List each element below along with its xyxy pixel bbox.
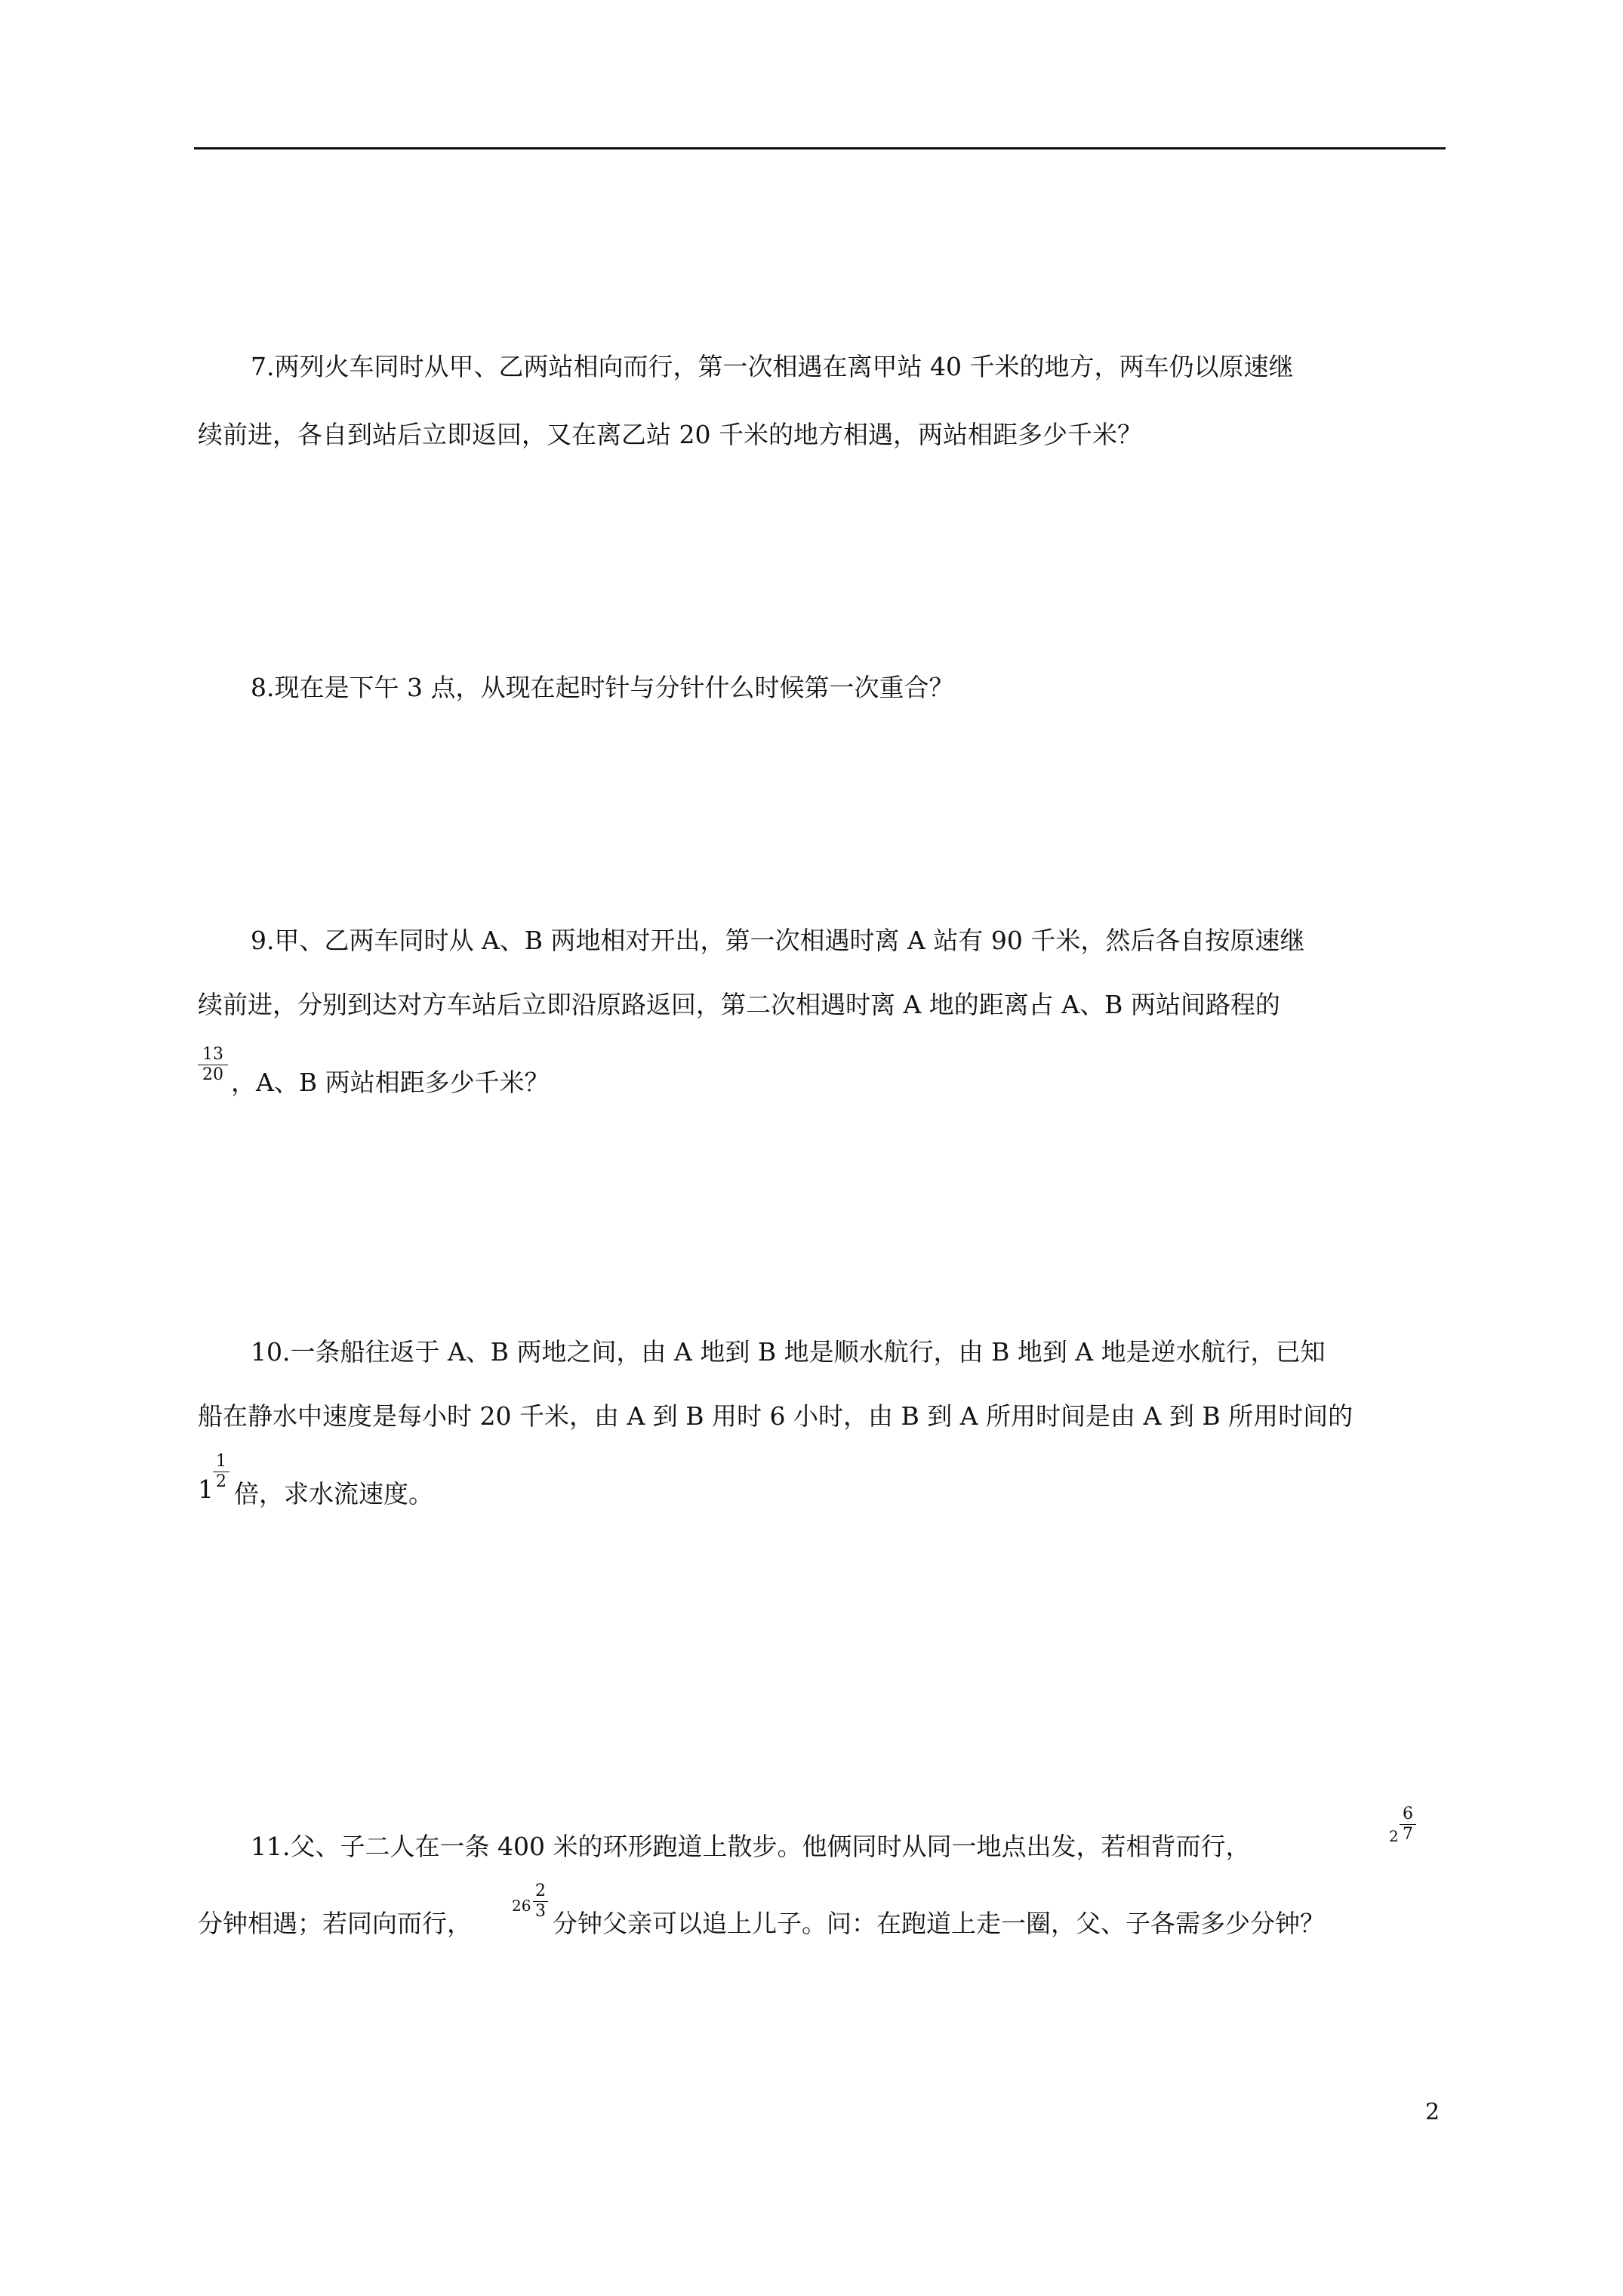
fraction-6-7 <box>1400 1806 1416 1843</box>
mixed-number-whole: 2 <box>1389 1827 1399 1845</box>
fraction-2-3 <box>533 1883 548 1920</box>
problem-11-line-2b: 分钟父亲可以追上儿子。问：在跑道上走一圈，父、子各需多少分钟？ <box>553 1909 1325 1938</box>
fraction-denominator: 3 <box>535 1902 546 1921</box>
problem-9-line-1: 9.甲、乙两车同时从 A、B 两地相对开出，第一次相遇时离 A 站有 90 千米，然后各自按原速继 <box>251 926 1305 955</box>
fraction-denominator: 2 <box>216 1472 226 1491</box>
problem-10-line-2: 船在静水中速度是每小时 20 千米，由 A 到 B 用时 6 小时，由 B 到 A 所用时间是由 A 到 B 所用时间的 <box>198 1401 1354 1431</box>
problem-10-line-3: 倍，求水流速度。 <box>234 1479 433 1509</box>
header-rule <box>194 147 1446 149</box>
fraction-numerator: 2 <box>535 1881 546 1900</box>
fraction-denominator: 7 <box>1403 1825 1413 1844</box>
problem-10-line-1: 10.一条船往返于 A、B 两地之间，由 A 地到 B 地是顺水航行，由 B 地到 A 地是逆水航行，已知 <box>251 1337 1326 1367</box>
mixed-number-whole: 26 <box>512 1897 531 1915</box>
fraction-numerator: 6 <box>1403 1804 1413 1823</box>
fraction-numerator: 1 <box>216 1452 226 1471</box>
problem-9-line-2: 续前进，分别到达对方车站后立即沿原路返回，第二次相遇时离 A 地的距离占 A、B 两站间路程的 <box>198 990 1280 1019</box>
problem-7-line-2: 续前进，各自到站后立即返回，又在离乙站 20 千米的地方相遇，两站相距多少千米？ <box>198 420 1142 449</box>
problem-9-line-3: ，A、B 两站相距多少千米？ <box>231 1068 550 1097</box>
problem-11-line-2a: 分钟相遇；若同向而行， <box>198 1909 472 1938</box>
fraction-denominator: 20 <box>202 1065 223 1084</box>
fraction-numerator: 13 <box>202 1045 223 1064</box>
problem-11-line-1: 11.父、子二人在一条 400 米的环形跑道上散步。他俩同时从同一地点出发，若相背而行， <box>251 1832 1251 1861</box>
fraction-13-20 <box>198 1046 228 1083</box>
problem-7-line-1: 7.两列火车同时从甲、乙两站相向而行，第一次相遇在离甲站 40 千米的地方，两车仍以原速继 <box>251 352 1294 381</box>
fraction-1-2 <box>213 1453 229 1490</box>
problem-8-line-1: 8.现在是下午 3 点，从现在起时针与分针什么时候第一次重合？ <box>251 673 954 702</box>
mixed-number-whole: 1 <box>198 1475 214 1504</box>
page-number: 2 <box>1425 2099 1440 2125</box>
